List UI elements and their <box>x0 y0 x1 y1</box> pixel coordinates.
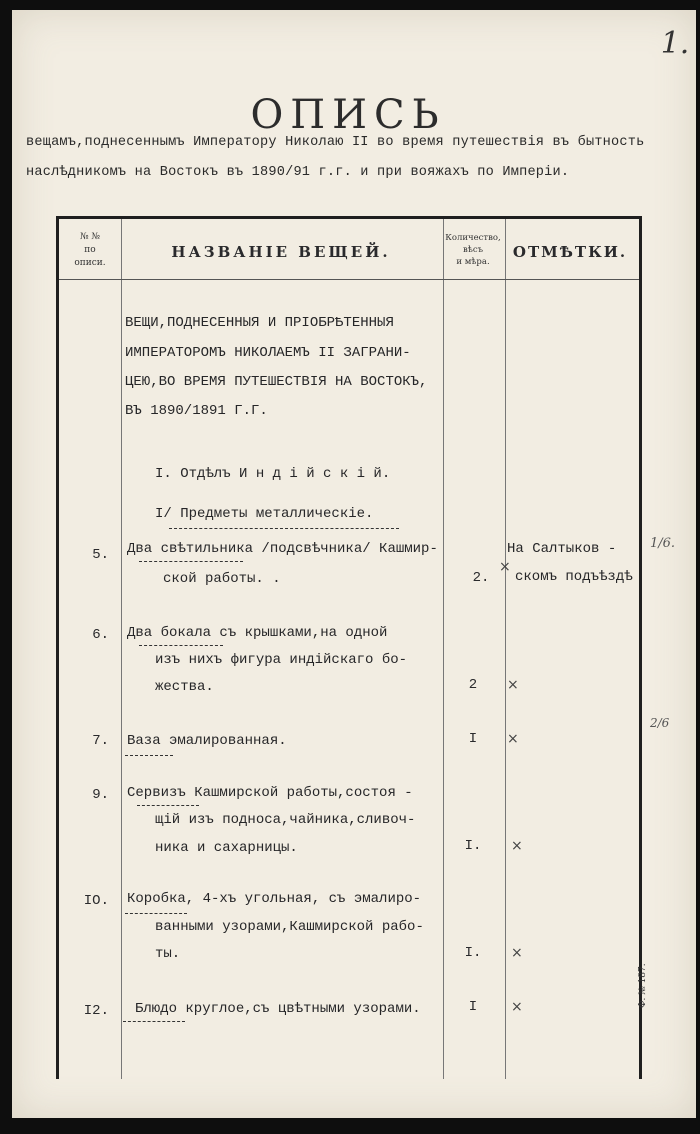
underline <box>125 913 187 914</box>
item-quantity: I <box>468 731 478 747</box>
item-description: щiй изъ подноса,чайника,сливоч- <box>155 812 416 828</box>
subdepartment-heading: I/ Предметы металлическiе. <box>155 506 374 522</box>
checkmark: × <box>511 999 523 1015</box>
item-description: Два свѣтильника /подсвѣчника/ Кашмир- <box>127 541 438 557</box>
underline <box>139 561 243 562</box>
item-description: изъ нихъ фигура индiйскаго бо- <box>155 652 408 668</box>
item-number: 9. <box>92 787 109 803</box>
document-title: ОПИСЬ <box>250 92 446 138</box>
page-number: 1. <box>660 26 690 61</box>
underline <box>123 1021 185 1022</box>
item-number: 5. <box>92 547 109 563</box>
item-number: 6. <box>92 627 109 643</box>
checkmark: × <box>507 677 519 693</box>
margin-note: 1/6. <box>650 536 676 551</box>
item-description: Ваза эмалированная. <box>127 733 287 749</box>
item-quantity: 2 <box>468 677 478 693</box>
column-divider <box>443 219 444 1079</box>
underline <box>125 755 173 756</box>
header-notes-column: ОТМѢТКИ. <box>512 243 628 261</box>
item-quantity: I <box>468 999 478 1015</box>
checkmark: × <box>511 945 523 961</box>
item-number: I2. <box>83 1003 109 1019</box>
item-description: Коробка, 4-хъ угольная, съ эмалиро- <box>127 891 422 907</box>
item-description: ника и сахарницы. <box>155 840 298 856</box>
item-note: скомъ подъѣздѣ <box>515 569 633 585</box>
item-description: Сервизъ Кашмирской работы,состоя - <box>127 785 413 801</box>
column-divider <box>121 219 122 1079</box>
underline <box>169 528 399 529</box>
item-description: Два бокала съ крышками,на одной <box>127 625 388 641</box>
department-heading: I. Отдѣлъ И н д i й с к i й. <box>155 466 391 482</box>
item-quantity: I. <box>464 945 482 961</box>
margin-note: 2/6 <box>650 716 670 730</box>
checkmark: × <box>499 559 511 575</box>
section-heading-line: ВЕЩИ,ПОДНЕСЕННЫЯ И ПРIОБРѢТЕННЫЯ <box>125 315 394 331</box>
column-divider <box>505 219 506 1079</box>
inventory-table <box>56 216 642 1079</box>
section-heading-line: ВЪ 1890/1891 Г.Г. <box>125 403 268 419</box>
underline <box>137 805 199 806</box>
section-heading-line: ЦЕЮ,ВО ВРЕМЯ ПУТЕШЕСТВIЯ НА ВОСТОКЪ, <box>125 374 428 390</box>
checkmark: × <box>511 838 523 854</box>
item-description: ванными узорами,Кашмирской рабо- <box>155 919 424 935</box>
checkmark: × <box>507 731 519 747</box>
subtitle-line-2: наслѣдникомъ на Востокъ въ 1890/91 г.г. и при вояжахъ по Имперiи. <box>26 165 570 180</box>
item-quantity: 2. <box>472 570 490 586</box>
form-stamp: Ф. № 187. <box>638 963 648 1008</box>
item-description: ской работы. . <box>163 571 281 587</box>
item-number: IO. <box>83 893 109 909</box>
document-page <box>12 10 696 1118</box>
subtitle-line-1: вещамъ,поднесеннымъ Императору Николаю II во время путешествiя въ бытность <box>26 135 645 150</box>
header-divider <box>59 279 639 280</box>
item-number: 7. <box>92 733 109 749</box>
section-heading-line: ИМПЕРАТОРОМЪ НИКОЛАЕМЪ II ЗАГРАНИ- <box>125 345 411 361</box>
item-quantity: I. <box>464 838 482 854</box>
underline <box>139 645 223 646</box>
item-description: Блюдо круглое,съ цвѣтными узорами. <box>135 1001 421 1017</box>
header-quantity-column: Количество, вѣсъ и мѣра. <box>445 233 501 267</box>
item-note: На Салтыков - <box>507 541 617 557</box>
header-number-column: № № по описи. <box>74 232 106 268</box>
item-description: ты. <box>155 946 181 962</box>
header-name-column: НАЗВАНIЕ ВЕЩЕЙ. <box>171 243 391 261</box>
item-description: жества. <box>155 679 214 695</box>
